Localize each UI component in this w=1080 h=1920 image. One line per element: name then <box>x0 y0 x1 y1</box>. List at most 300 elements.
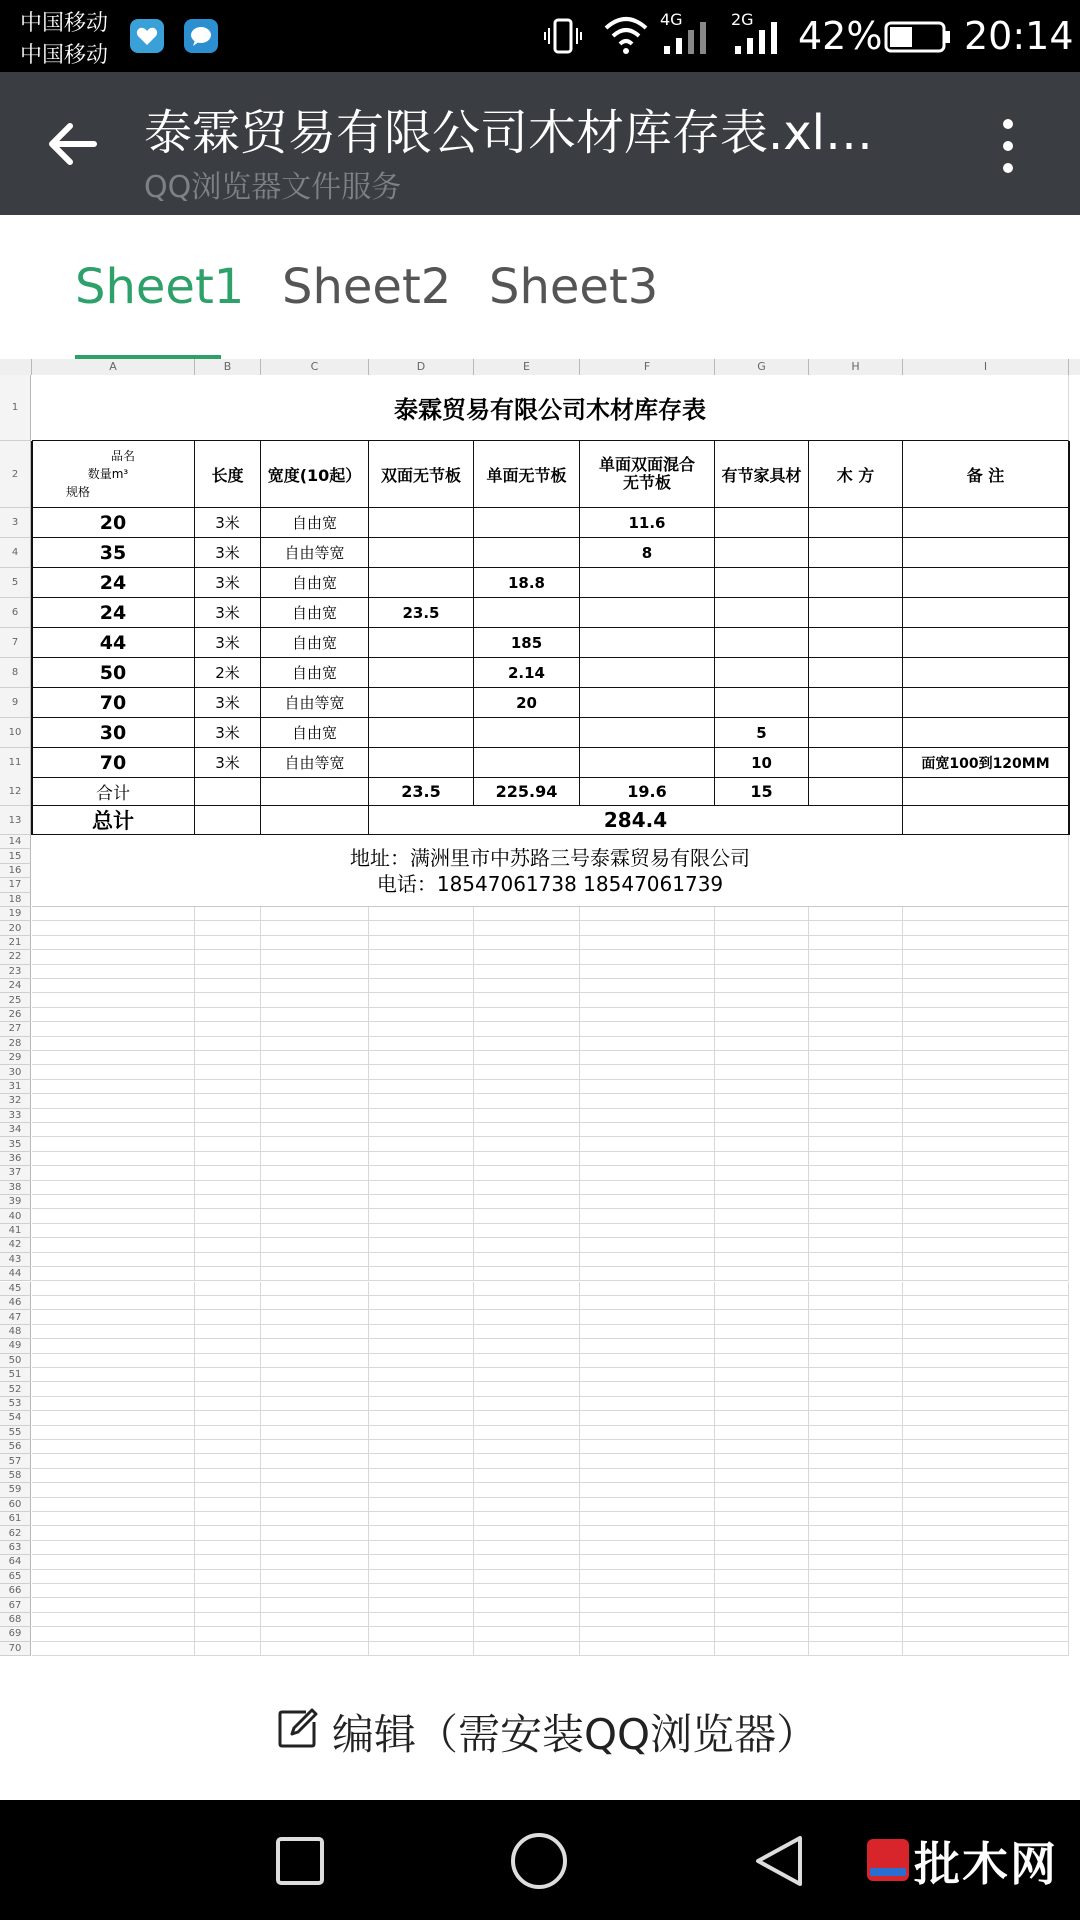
empty-cell[interactable] <box>715 1022 809 1036</box>
empty-cell[interactable] <box>474 979 580 993</box>
address-cell[interactable] <box>32 835 1069 907</box>
empty-cell[interactable] <box>369 1238 474 1252</box>
empty-cell[interactable] <box>474 1253 580 1267</box>
empty-cell[interactable] <box>195 936 261 950</box>
empty-cell[interactable] <box>809 1296 903 1310</box>
cell-e-row9[interactable]: 20 <box>474 688 580 718</box>
empty-cell[interactable] <box>32 1224 195 1238</box>
empty-cell[interactable] <box>369 907 474 921</box>
empty-cell[interactable] <box>32 936 195 950</box>
cell-b-row10[interactable]: 3米 <box>195 718 261 748</box>
header-d-cell[interactable]: 双面无节板 <box>369 441 474 508</box>
empty-cell[interactable] <box>715 1454 809 1468</box>
cell-g-row11[interactable]: 10 <box>715 748 809 778</box>
row-number[interactable]: 1 <box>0 375 31 441</box>
empty-cell[interactable] <box>261 1137 369 1151</box>
back-arrow-icon[interactable] <box>44 116 100 176</box>
row-number[interactable]: 28 <box>0 1037 31 1051</box>
empty-cell[interactable] <box>580 1181 715 1195</box>
cell-e-row11[interactable] <box>474 748 580 778</box>
empty-cell[interactable] <box>195 1123 261 1137</box>
empty-cell[interactable] <box>32 1080 195 1094</box>
empty-cell[interactable] <box>195 921 261 935</box>
empty-cell[interactable] <box>195 1253 261 1267</box>
empty-cell[interactable] <box>903 1109 1069 1123</box>
empty-cell[interactable] <box>903 1570 1069 1584</box>
empty-cell[interactable] <box>369 1642 474 1656</box>
empty-cell[interactable] <box>903 1282 1069 1296</box>
empty-cell[interactable] <box>809 1339 903 1353</box>
empty-cell[interactable] <box>715 1598 809 1612</box>
empty-cell[interactable] <box>715 1296 809 1310</box>
row-number[interactable]: 40 <box>0 1209 31 1223</box>
empty-cell[interactable] <box>195 979 261 993</box>
empty-cell[interactable] <box>715 1109 809 1123</box>
empty-cell[interactable] <box>261 979 369 993</box>
empty-cell[interactable] <box>809 1037 903 1051</box>
row-number[interactable]: 60 <box>0 1498 31 1512</box>
row-number[interactable]: 38 <box>0 1181 31 1195</box>
cell-a-row8[interactable]: 50 <box>32 658 195 688</box>
empty-cell[interactable] <box>580 1008 715 1022</box>
empty-cell[interactable] <box>715 1037 809 1051</box>
empty-cell[interactable] <box>195 1224 261 1238</box>
cell-h-row4[interactable] <box>809 538 903 568</box>
row-number[interactable]: 47 <box>0 1310 31 1324</box>
empty-cell[interactable] <box>580 1065 715 1079</box>
empty-cell[interactable] <box>195 1570 261 1584</box>
empty-cell[interactable] <box>32 1022 195 1036</box>
cell-f-row4[interactable]: 8 <box>580 538 715 568</box>
cell-i-row3[interactable] <box>903 508 1069 538</box>
cell-g-row9[interactable] <box>715 688 809 718</box>
back-triangle-icon[interactable] <box>752 1834 806 1892</box>
empty-cell[interactable] <box>809 1541 903 1555</box>
empty-cell[interactable] <box>809 1080 903 1094</box>
row-number[interactable]: 4 <box>0 538 31 568</box>
empty-cell[interactable] <box>195 1339 261 1353</box>
cell-i-row6[interactable] <box>903 598 1069 628</box>
empty-cell[interactable] <box>195 1483 261 1497</box>
empty-cell[interactable] <box>580 1397 715 1411</box>
empty-cell[interactable] <box>369 1094 474 1108</box>
header-e-cell[interactable]: 单面无节板 <box>474 441 580 508</box>
empty-cell[interactable] <box>809 1094 903 1108</box>
row-number[interactable]: 42 <box>0 1238 31 1252</box>
empty-cell[interactable] <box>580 1426 715 1440</box>
cell-f-row5[interactable] <box>580 568 715 598</box>
empty-cell[interactable] <box>903 1526 1069 1540</box>
cell-g-row6[interactable] <box>715 598 809 628</box>
empty-cell[interactable] <box>32 1008 195 1022</box>
empty-cell[interactable] <box>32 1570 195 1584</box>
row-number[interactable]: 27 <box>0 1022 31 1036</box>
empty-cell[interactable] <box>261 1426 369 1440</box>
row-number[interactable]: 12 <box>0 777 31 806</box>
empty-cell[interactable] <box>903 1426 1069 1440</box>
empty-cell[interactable] <box>261 1382 369 1396</box>
empty-cell[interactable] <box>474 1296 580 1310</box>
cell-b-row11[interactable]: 3米 <box>195 748 261 778</box>
empty-cell[interactable] <box>261 1123 369 1137</box>
empty-cell[interactable] <box>809 1570 903 1584</box>
header-width-cell[interactable]: 宽度(10起） <box>261 441 369 508</box>
empty-cell[interactable] <box>715 1627 809 1641</box>
empty-cell[interactable] <box>474 950 580 964</box>
empty-cell[interactable] <box>474 1426 580 1440</box>
row-number[interactable]: 68 <box>0 1613 31 1627</box>
row-number[interactable]: 39 <box>0 1195 31 1209</box>
cell-d-row10[interactable] <box>369 718 474 748</box>
column-header-b[interactable]: B <box>195 359 261 375</box>
empty-cell[interactable] <box>809 1368 903 1382</box>
row-number[interactable]: 30 <box>0 1065 31 1079</box>
empty-cell[interactable] <box>715 1094 809 1108</box>
empty-cell[interactable] <box>369 1382 474 1396</box>
empty-cell[interactable] <box>715 1238 809 1252</box>
empty-cell[interactable] <box>32 1094 195 1108</box>
empty-cell[interactable] <box>715 1613 809 1627</box>
cell-c-row11[interactable]: 自由等宽 <box>261 748 369 778</box>
empty-cell[interactable] <box>474 1310 580 1324</box>
empty-cell[interactable] <box>32 1325 195 1339</box>
empty-cell[interactable] <box>261 1570 369 1584</box>
empty-cell[interactable] <box>261 1512 369 1526</box>
row-number[interactable]: 10 <box>0 718 31 748</box>
empty-cell[interactable] <box>580 950 715 964</box>
empty-cell[interactable] <box>474 1541 580 1555</box>
empty-cell[interactable] <box>474 1267 580 1281</box>
empty-cell[interactable] <box>195 1181 261 1195</box>
empty-cell[interactable] <box>580 1368 715 1382</box>
empty-cell[interactable] <box>195 965 261 979</box>
empty-cell[interactable] <box>580 1382 715 1396</box>
header-g-cell[interactable]: 有节家具材 <box>715 441 809 508</box>
empty-cell[interactable] <box>903 1253 1069 1267</box>
row-number[interactable]: 25 <box>0 993 31 1007</box>
empty-cell[interactable] <box>903 1238 1069 1252</box>
empty-cell[interactable] <box>715 1541 809 1555</box>
empty-cell[interactable] <box>474 1613 580 1627</box>
header-f-cell[interactable]: 单面双面混合无节板 <box>580 441 715 508</box>
empty-cell[interactable] <box>261 1584 369 1598</box>
total-i-cell[interactable] <box>903 806 1069 835</box>
empty-cell[interactable] <box>580 1627 715 1641</box>
empty-cell[interactable] <box>580 1109 715 1123</box>
empty-cell[interactable] <box>32 921 195 935</box>
empty-cell[interactable] <box>580 1238 715 1252</box>
row-number[interactable]: 35 <box>0 1137 31 1151</box>
row-number[interactable]: 2 <box>0 441 31 508</box>
empty-cell[interactable] <box>474 1411 580 1425</box>
empty-cell[interactable] <box>580 1037 715 1051</box>
empty-cell[interactable] <box>32 1109 195 1123</box>
empty-cell[interactable] <box>195 1209 261 1223</box>
cell-f-row9[interactable] <box>580 688 715 718</box>
row-number[interactable]: 69 <box>0 1627 31 1641</box>
row-number[interactable]: 9 <box>0 688 31 718</box>
empty-cell[interactable] <box>580 1339 715 1353</box>
cell-d-row7[interactable] <box>369 628 474 658</box>
empty-cell[interactable] <box>195 1065 261 1079</box>
cell-f-row8[interactable] <box>580 658 715 688</box>
empty-cell[interactable] <box>32 1627 195 1641</box>
empty-cell[interactable] <box>580 1022 715 1036</box>
row-number[interactable]: 34 <box>0 1123 31 1137</box>
empty-cell[interactable] <box>261 1368 369 1382</box>
sheet-title-cell[interactable]: 泰霖贸易有限公司木材库存表 <box>32 375 1069 441</box>
empty-cell[interactable] <box>32 1613 195 1627</box>
cell-c-row6[interactable]: 自由宽 <box>261 598 369 628</box>
empty-cell[interactable] <box>474 1209 580 1223</box>
row-number[interactable]: 13 <box>0 806 31 835</box>
empty-cell[interactable] <box>261 1037 369 1051</box>
empty-cell[interactable] <box>32 1426 195 1440</box>
empty-cell[interactable] <box>195 1296 261 1310</box>
empty-cell[interactable] <box>369 1541 474 1555</box>
column-header-i[interactable]: I <box>903 359 1069 375</box>
empty-cell[interactable] <box>809 1483 903 1497</box>
row-number[interactable]: 32 <box>0 1094 31 1108</box>
empty-cell[interactable] <box>261 921 369 935</box>
empty-cell[interactable] <box>369 1397 474 1411</box>
empty-cell[interactable] <box>32 907 195 921</box>
row-number[interactable]: 51 <box>0 1368 31 1382</box>
empty-cell[interactable] <box>261 1397 369 1411</box>
empty-cell[interactable] <box>903 993 1069 1007</box>
row-number[interactable]: 70 <box>0 1642 31 1656</box>
cell-b-row7[interactable]: 3米 <box>195 628 261 658</box>
empty-cell[interactable] <box>195 1526 261 1540</box>
empty-cell[interactable] <box>32 1181 195 1195</box>
empty-cell[interactable] <box>195 1094 261 1108</box>
empty-cell[interactable] <box>580 1325 715 1339</box>
empty-cell[interactable] <box>809 1065 903 1079</box>
empty-cell[interactable] <box>903 1224 1069 1238</box>
empty-cell[interactable] <box>580 1642 715 1656</box>
empty-cell[interactable] <box>261 1498 369 1512</box>
empty-cell[interactable] <box>715 979 809 993</box>
empty-cell[interactable] <box>809 1526 903 1540</box>
empty-cell[interactable] <box>809 1008 903 1022</box>
empty-cell[interactable] <box>369 1008 474 1022</box>
empty-cell[interactable] <box>715 950 809 964</box>
total-value-cell[interactable]: 284.4 <box>369 806 903 835</box>
empty-cell[interactable] <box>809 1238 903 1252</box>
row-number[interactable]: 36 <box>0 1152 31 1166</box>
empty-cell[interactable] <box>809 1123 903 1137</box>
empty-cell[interactable] <box>261 1627 369 1641</box>
empty-cell[interactable] <box>715 1483 809 1497</box>
empty-cell[interactable] <box>809 907 903 921</box>
cell-i-row7[interactable] <box>903 628 1069 658</box>
empty-cell[interactable] <box>474 1022 580 1036</box>
edit-icon[interactable] <box>276 1708 318 1754</box>
row-number[interactable]: 67 <box>0 1598 31 1612</box>
empty-cell[interactable] <box>809 1325 903 1339</box>
empty-cell[interactable] <box>580 1123 715 1137</box>
empty-cell[interactable] <box>474 1483 580 1497</box>
cell-d-row8[interactable] <box>369 658 474 688</box>
empty-cell[interactable] <box>32 1253 195 1267</box>
empty-cell[interactable] <box>261 1296 369 1310</box>
empty-cell[interactable] <box>474 1354 580 1368</box>
row-number[interactable]: 55 <box>0 1426 31 1440</box>
row-number[interactable]: 33 <box>0 1109 31 1123</box>
empty-cell[interactable] <box>369 1037 474 1051</box>
empty-cell[interactable] <box>32 965 195 979</box>
empty-cell[interactable] <box>32 1065 195 1079</box>
empty-cell[interactable] <box>195 1022 261 1036</box>
empty-cell[interactable] <box>261 1224 369 1238</box>
column-header-a[interactable]: A <box>32 359 195 375</box>
empty-cell[interactable] <box>261 1065 369 1079</box>
empty-cell[interactable] <box>715 1195 809 1209</box>
row-number[interactable]: 41 <box>0 1224 31 1238</box>
row-number[interactable]: 11 <box>0 748 31 778</box>
empty-cell[interactable] <box>580 1570 715 1584</box>
empty-cell[interactable] <box>261 1469 369 1483</box>
empty-cell[interactable] <box>580 965 715 979</box>
cell-d-row11[interactable] <box>369 748 474 778</box>
empty-cell[interactable] <box>261 936 369 950</box>
empty-cell[interactable] <box>903 1397 1069 1411</box>
cell-d-row3[interactable] <box>369 508 474 538</box>
empty-cell[interactable] <box>32 1483 195 1497</box>
empty-cell[interactable] <box>195 1166 261 1180</box>
empty-cell[interactable] <box>903 936 1069 950</box>
empty-cell[interactable] <box>580 1541 715 1555</box>
empty-cell[interactable] <box>809 1426 903 1440</box>
cell-c-row7[interactable]: 自由宽 <box>261 628 369 658</box>
empty-cell[interactable] <box>580 907 715 921</box>
row-number[interactable]: 52 <box>0 1382 31 1396</box>
empty-cell[interactable] <box>903 1094 1069 1108</box>
empty-cell[interactable] <box>580 1051 715 1065</box>
empty-cell[interactable] <box>369 1282 474 1296</box>
empty-cell[interactable] <box>580 1080 715 1094</box>
empty-cell[interactable] <box>369 1368 474 1382</box>
empty-cell[interactable] <box>809 1627 903 1641</box>
subtotal-b-cell[interactable] <box>195 777 261 806</box>
empty-cell[interactable] <box>809 1195 903 1209</box>
empty-cell[interactable] <box>369 1411 474 1425</box>
empty-cell[interactable] <box>195 1354 261 1368</box>
empty-cell[interactable] <box>903 1195 1069 1209</box>
empty-cell[interactable] <box>195 1109 261 1123</box>
header-length-cell[interactable]: 长度 <box>195 441 261 508</box>
empty-cell[interactable] <box>474 921 580 935</box>
empty-cell[interactable] <box>195 1080 261 1094</box>
header-i-cell[interactable]: 备 注 <box>903 441 1069 508</box>
row-number[interactable]: 3 <box>0 508 31 538</box>
empty-cell[interactable] <box>809 1354 903 1368</box>
empty-cell[interactable] <box>903 1037 1069 1051</box>
empty-cell[interactable] <box>580 936 715 950</box>
total-label-cell[interactable]: 总计 <box>32 806 195 835</box>
empty-cell[interactable] <box>32 1166 195 1180</box>
empty-cell[interactable] <box>903 1051 1069 1065</box>
empty-cell[interactable] <box>32 1296 195 1310</box>
empty-cell[interactable] <box>903 1382 1069 1396</box>
cell-b-row9[interactable]: 3米 <box>195 688 261 718</box>
empty-cell[interactable] <box>32 979 195 993</box>
empty-cell[interactable] <box>261 993 369 1007</box>
empty-cell[interactable] <box>809 1051 903 1065</box>
empty-cell[interactable] <box>32 1512 195 1526</box>
empty-cell[interactable] <box>474 1440 580 1454</box>
empty-cell[interactable] <box>195 1382 261 1396</box>
cell-h-row7[interactable] <box>809 628 903 658</box>
empty-cell[interactable] <box>715 1152 809 1166</box>
empty-cell[interactable] <box>369 1166 474 1180</box>
empty-cell[interactable] <box>195 1426 261 1440</box>
empty-cell[interactable] <box>809 1555 903 1569</box>
empty-cell[interactable] <box>474 1325 580 1339</box>
empty-cell[interactable] <box>369 1526 474 1540</box>
empty-cell[interactable] <box>369 1339 474 1353</box>
empty-cell[interactable] <box>369 1310 474 1324</box>
total-c-cell[interactable] <box>261 806 369 835</box>
empty-cell[interactable] <box>369 1354 474 1368</box>
empty-cell[interactable] <box>809 1166 903 1180</box>
empty-cell[interactable] <box>903 1267 1069 1281</box>
empty-cell[interactable] <box>474 1598 580 1612</box>
empty-cell[interactable] <box>715 1080 809 1094</box>
empty-cell[interactable] <box>715 1325 809 1339</box>
empty-cell[interactable] <box>369 1051 474 1065</box>
cell-a-row3[interactable]: 20 <box>32 508 195 538</box>
empty-cell[interactable] <box>369 1325 474 1339</box>
cell-g-row4[interactable] <box>715 538 809 568</box>
empty-cell[interactable] <box>474 1397 580 1411</box>
empty-cell[interactable] <box>369 1627 474 1641</box>
empty-cell[interactable] <box>369 965 474 979</box>
cell-g-row8[interactable] <box>715 658 809 688</box>
empty-cell[interactable] <box>474 1642 580 1656</box>
row-number[interactable]: 17 <box>0 878 31 892</box>
empty-cell[interactable] <box>474 1526 580 1540</box>
empty-cell[interactable] <box>195 1397 261 1411</box>
empty-cell[interactable] <box>32 993 195 1007</box>
empty-cell[interactable] <box>580 993 715 1007</box>
empty-cell[interactable] <box>474 936 580 950</box>
cell-c-row4[interactable]: 自由等宽 <box>261 538 369 568</box>
empty-cell[interactable] <box>903 1022 1069 1036</box>
empty-cell[interactable] <box>809 1282 903 1296</box>
empty-cell[interactable] <box>369 1570 474 1584</box>
empty-cell[interactable] <box>195 993 261 1007</box>
cell-b-row4[interactable]: 3米 <box>195 538 261 568</box>
empty-cell[interactable] <box>809 921 903 935</box>
empty-cell[interactable] <box>580 1253 715 1267</box>
empty-cell[interactable] <box>261 1310 369 1324</box>
cell-a-row9[interactable]: 70 <box>32 688 195 718</box>
empty-cell[interactable] <box>809 1224 903 1238</box>
cell-i-row8[interactable] <box>903 658 1069 688</box>
empty-cell[interactable] <box>474 965 580 979</box>
empty-cell[interactable] <box>715 1584 809 1598</box>
empty-cell[interactable] <box>809 1498 903 1512</box>
empty-cell[interactable] <box>32 1642 195 1656</box>
empty-cell[interactable] <box>261 1411 369 1425</box>
empty-cell[interactable] <box>195 1325 261 1339</box>
row-number[interactable]: 16 <box>0 864 31 878</box>
recents-square-icon[interactable] <box>275 1836 325 1890</box>
empty-cell[interactable] <box>32 1555 195 1569</box>
empty-cell[interactable] <box>580 1166 715 1180</box>
empty-cell[interactable] <box>369 936 474 950</box>
